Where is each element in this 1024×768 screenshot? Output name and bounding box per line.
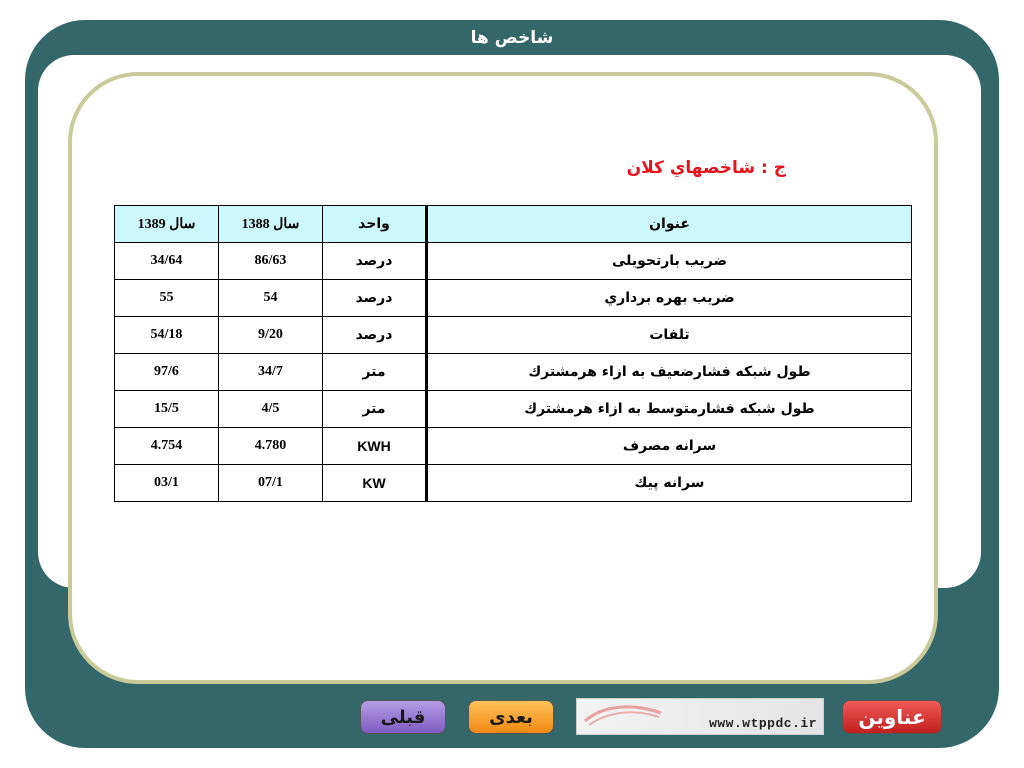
cell-year-1388: 34/7 — [219, 354, 323, 391]
table-row — [115, 465, 912, 502]
header-year-1389: سال 1389 — [115, 206, 219, 243]
cell-year-1389: 15/5 — [115, 391, 219, 428]
cell-year-1389: 54/18 — [115, 317, 219, 354]
cell-unit: درصد — [323, 317, 427, 354]
header-title: عنوان — [427, 206, 912, 243]
cell-year-1388: 4.780 — [219, 428, 323, 465]
cell-title: ضریب بارتحویلی — [427, 243, 912, 280]
cell-year-1389: 4.754 — [115, 428, 219, 465]
logo-url-text: www.wtppdc.ir — [709, 716, 817, 731]
site-logo-banner[interactable] — [576, 698, 824, 735]
cell-year-1389: 03/1 — [115, 465, 219, 502]
section-heading: ج : شاخصهاي كلان — [626, 158, 786, 178]
table-row — [115, 391, 912, 428]
cell-unit: درصد — [323, 243, 427, 280]
cell-year-1388: 07/1 — [219, 465, 323, 502]
cell-year-1388: 9/20 — [219, 317, 323, 354]
logo-swoosh-icon — [583, 703, 663, 727]
cell-title: سرانه پیك — [427, 465, 912, 502]
cell-unit: درصد — [323, 280, 427, 317]
cell-year-1389: 97/6 — [115, 354, 219, 391]
cell-title: طول شبکه فشارمتوسط به ازاء هرمشترك — [427, 391, 912, 428]
cell-title: تلفات — [427, 317, 912, 354]
cell-year-1388: 86/63 — [219, 243, 323, 280]
cell-unit: KWH — [323, 428, 427, 465]
table-row — [115, 317, 912, 354]
table-header-row — [115, 206, 912, 243]
table-row — [115, 280, 912, 317]
cell-unit: متر — [323, 354, 427, 391]
contents-button[interactable]: عناوین — [842, 700, 942, 734]
cell-title: سرانه مصرف — [427, 428, 912, 465]
cell-unit: KW — [323, 465, 427, 502]
header-year-1388: سال 1388 — [219, 206, 323, 243]
cell-year-1389: 55 — [115, 280, 219, 317]
cell-title: ضريب بهره برداري — [427, 280, 912, 317]
cell-unit: متر — [323, 391, 427, 428]
cell-year-1389: 34/64 — [115, 243, 219, 280]
table-row — [115, 354, 912, 391]
page-title: شاخص ها — [470, 28, 554, 48]
cell-year-1388: 54 — [219, 280, 323, 317]
table-row — [115, 428, 912, 465]
next-button[interactable]: بعدی — [468, 700, 554, 734]
indicators-table — [114, 205, 912, 502]
cell-year-1388: 4/5 — [219, 391, 323, 428]
cell-title: طول شبکه فشارضعیف به ازاء هرمشترك — [427, 354, 912, 391]
previous-button[interactable]: قبلی — [360, 700, 446, 734]
header-unit: واحد — [323, 206, 427, 243]
table-row — [115, 243, 912, 280]
